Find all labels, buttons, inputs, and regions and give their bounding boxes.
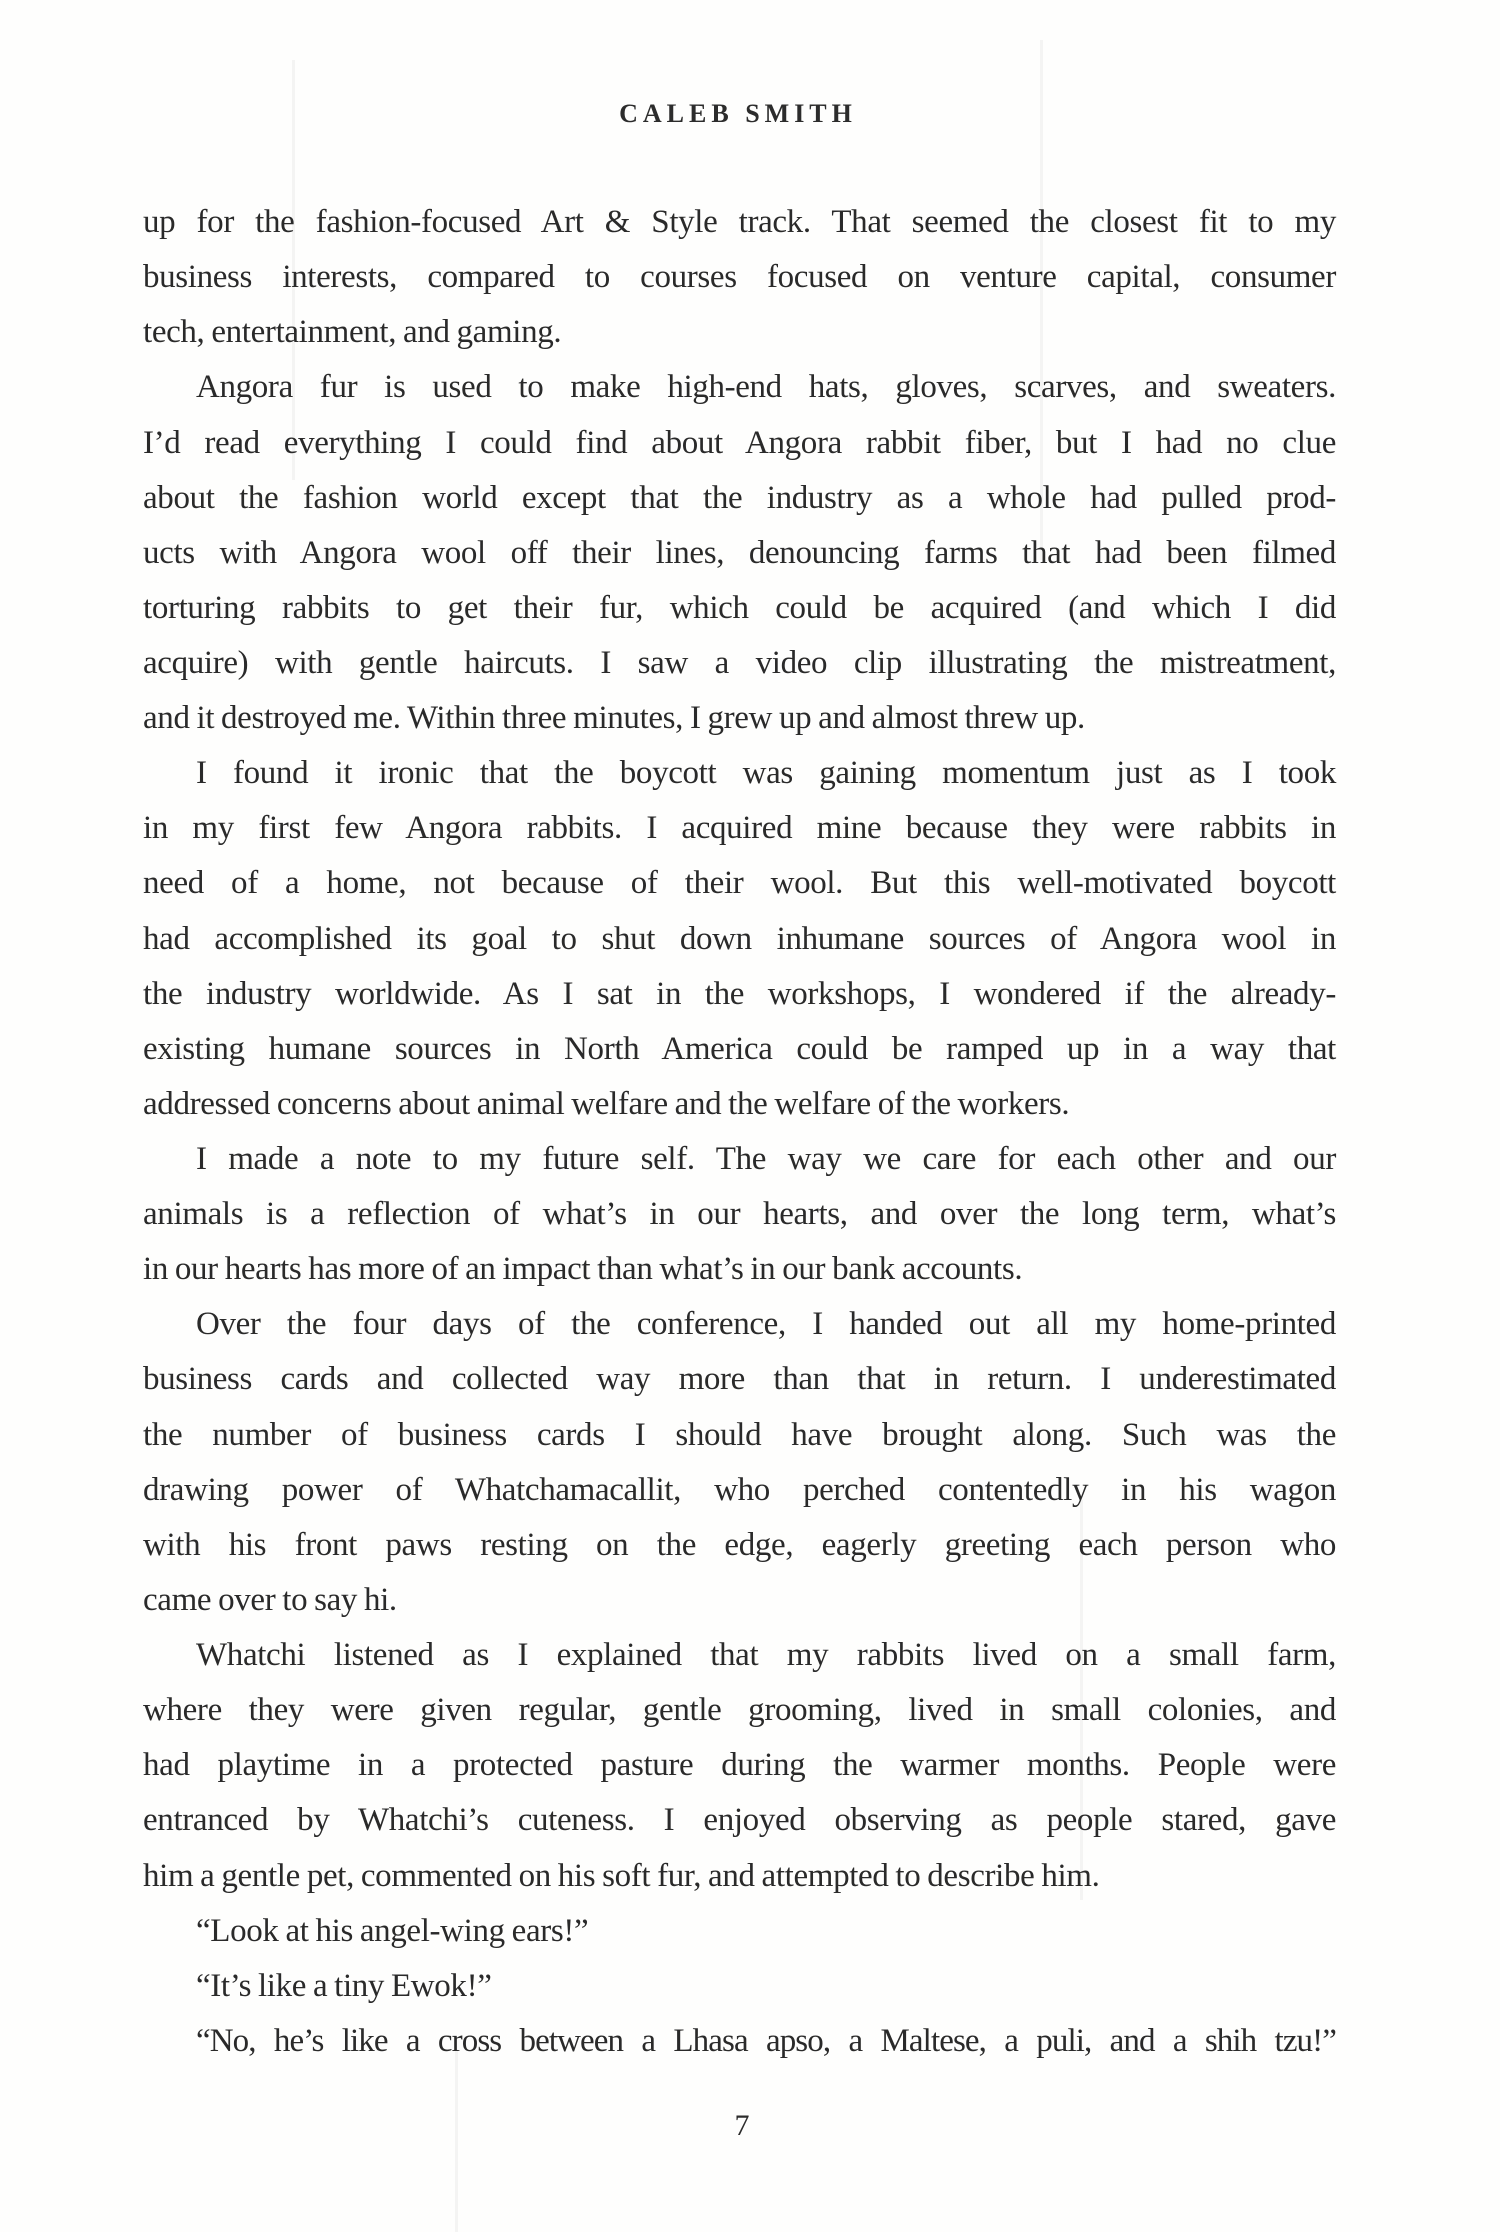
dialogue-line: “No, he’s like a cross between a Lhasa apso, a Maltese, a puli, and a shih tzu!” [196,2023,1336,2059]
text-line: the number of business cards I should have brought along. Such was the [143,1417,1336,1453]
text-line: up for the fashion-focused Art & Style track. That seemed the closest fit to my [143,204,1336,240]
text-line: the industry worldwide. As I sat in the workshops, I wondered if the already- [143,976,1336,1012]
text-line: existing humane sources in North America could be ramped up in a way that [143,1031,1336,1067]
text-line: in my first few Angora rabbits. I acquired mine because they were rabbits in [143,810,1336,846]
text-line: him a gentle pet, commented on his soft fur, and attempted to describe him. [143,1858,1100,1894]
text-line: Over the four days of the conference, I handed out all my home-printed [196,1306,1336,1342]
text-line: where they were given regular, gentle grooming, lived in small colonies, and [143,1692,1336,1728]
text-line: in our hearts has more of an impact than what’s in our bank accounts. [143,1251,1023,1287]
text-line: Whatchi listened as I explained that my rabbits lived on a small farm, [196,1637,1336,1673]
text-line: acquire) with gentle haircuts. I saw a video clip illustrating the mistreatment, [143,645,1336,681]
dialogue-line: “It’s like a tiny Ewok!” [196,1968,492,2004]
text-line: came over to say hi. [143,1582,397,1618]
text-line: torturing rabbits to get their fur, which could be acquired (and which I did [143,590,1336,626]
text-line: addressed concerns about animal welfare and the welfare of the workers. [143,1086,1070,1122]
text-line: drawing power of Whatchamacallit, who perched contentedly in his wagon [143,1472,1336,1508]
text-line: business interests, compared to courses focused on venture capital, consumer [143,259,1336,295]
text-line: about the fashion world except that the industry as a whole had pulled prod- [143,480,1336,516]
text-line: need of a home, not because of their wool. But this well-motivated boycott [143,865,1336,901]
text-line: and it destroyed me. Within three minutes, I grew up and almost threw up. [143,700,1085,736]
body-text [143,0,1336,2232]
text-line: I made a note to my future self. The way we care for each other and our [196,1141,1336,1177]
text-line: I’d read everything I could find about Angora rabbit fiber, but I had no clue [143,425,1336,461]
text-line: had playtime in a protected pasture during the warmer months. People were [143,1747,1336,1783]
text-line: animals is a reflection of what’s in our hearts, and over the long term, what’s [143,1196,1336,1232]
text-line: had accomplished its goal to shut down inhumane sources of Angora wool in [143,921,1336,957]
text-line: I found it ironic that the boycott was gaining momentum just as I took [196,755,1336,791]
text-line: with his front paws resting on the edge, eagerly greeting each person who [143,1527,1336,1563]
running-head-author: CALEB SMITH [619,99,857,128]
text-line: tech, entertainment, and gaming. [143,314,562,350]
text-line: business cards and collected way more than that in return. I underestimated [143,1361,1336,1397]
text-line: entranced by Whatchi’s cuteness. I enjoyed observing as people stared, gave [143,1802,1336,1838]
text-line: ucts with Angora wool off their lines, denouncing farms that had been filmed [143,535,1336,571]
page-number: 7 [734,2109,750,2142]
text-line: Angora fur is used to make high-end hats, gloves, scarves, and sweaters. [196,369,1336,405]
dialogue-line: “Look at his angel-wing ears!” [196,1913,589,1949]
